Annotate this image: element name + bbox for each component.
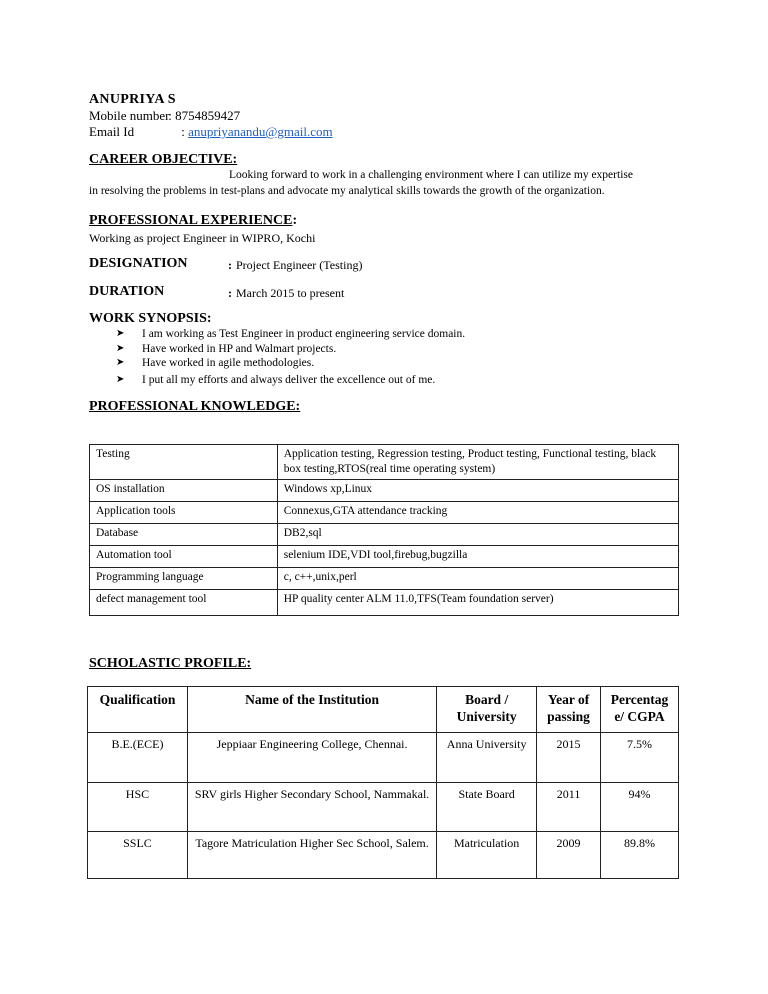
duration-value-line	[228, 286, 344, 301]
qualification-cell: B.E.(ECE)	[88, 733, 188, 783]
list-item: ➤ Have worked in agile methodologies.	[116, 357, 315, 369]
skill-category: Database	[90, 524, 278, 546]
table-row	[88, 832, 679, 879]
skill-category: Testing	[90, 445, 278, 480]
professional-experience-title: PROFESSIONAL EXPERIENCE	[89, 213, 293, 228]
column-header: Qualification	[88, 687, 188, 733]
table-row	[90, 502, 679, 524]
skill-detail: Application testing, Regression testing, Product testing, Functional testing, black box testing,RTOS(real time operating system)	[277, 445, 678, 480]
email-label: Email Id	[89, 124, 135, 139]
career-objective-line1: Looking forward to work in a challenging environment where I can utilize my expertise	[229, 169, 633, 181]
board-cell: Anna University	[437, 733, 537, 783]
work-synopsis-list	[116, 327, 465, 387]
qualification-cell: HSC	[88, 783, 188, 832]
duration-value: March 2015 to present	[236, 286, 345, 300]
qualification-cell: SSLC	[88, 832, 188, 879]
career-objective-line2: in resolving the problems in test-plans and advocate my analytical skills towards the growth of the organization.	[89, 185, 605, 197]
column-header: Year of passing	[537, 687, 601, 733]
skill-category: Programming language	[90, 568, 278, 590]
skill-detail: DB2,sql	[277, 524, 678, 546]
email-link[interactable]: anupriyanandu@gmail.com	[188, 124, 333, 139]
skill-detail: Connexus,GTA attendance tracking	[277, 502, 678, 524]
institution-cell: SRV girls Higher Secondary School, Nammakal.	[187, 783, 436, 832]
skill-category: Application tools	[90, 502, 278, 524]
table-row	[90, 546, 679, 568]
email-separator: :	[181, 124, 185, 139]
year-cell: 2015	[537, 733, 601, 783]
column-header: Name of the Institution	[187, 687, 436, 733]
table-row	[90, 590, 679, 616]
table-header-row	[88, 687, 679, 733]
arrow-bullet-icon: ➤	[116, 373, 125, 385]
board-cell: State Board	[437, 783, 537, 832]
duration-separator: :	[228, 286, 232, 300]
table-row	[90, 524, 679, 546]
arrow-bullet-icon: ➤	[116, 342, 125, 354]
column-header: Percentag e/ CGPA	[601, 687, 679, 733]
list-item: ➤ I put all my efforts and always deliver the excellence out of me.	[116, 373, 436, 386]
year-cell: 2009	[537, 832, 601, 879]
email-line	[89, 124, 333, 140]
skill-detail: Windows xp,Linux	[277, 480, 678, 502]
table-row	[90, 480, 679, 502]
table-row	[90, 568, 679, 590]
professional-experience-heading	[89, 213, 297, 229]
column-header: Board / University	[437, 687, 537, 733]
list-item: ➤ Have worked in HP and Walmart projects.	[116, 342, 337, 355]
professional-experience-colon: :	[292, 213, 298, 228]
skill-category: defect management tool	[90, 590, 278, 616]
designation-value-line	[228, 258, 362, 273]
skills-table	[89, 444, 679, 616]
year-cell: 2011	[537, 783, 601, 832]
skill-detail: c, c++,unix,perl	[277, 568, 678, 590]
skill-detail: selenium IDE,VDI tool,firebug,bugzilla	[277, 546, 678, 568]
arrow-bullet-icon: ➤	[116, 357, 125, 368]
score-cell: 7.5%	[601, 733, 679, 783]
score-cell: 94%	[601, 783, 679, 832]
mobile-value: : 8754859427	[168, 108, 241, 123]
mobile-line	[89, 108, 240, 124]
work-synopsis-heading: WORK SYNOPSIS:	[89, 311, 212, 326]
institution-cell: Jeppiaar Engineering College, Chennai.	[187, 733, 436, 783]
experience-text: Working as project Engineer in WIPRO, Kochi	[89, 231, 316, 245]
career-objective-heading: CAREER OBJECTIVE:	[89, 152, 238, 167]
candidate-name: ANUPRIYA S	[89, 92, 176, 107]
table-row	[88, 733, 679, 783]
table-row	[90, 445, 679, 480]
designation-value: Project Engineer (Testing)	[236, 258, 363, 272]
designation-label: DESIGNATION	[89, 256, 188, 271]
list-item: ➤ I am working as Test Engineer in product engineering service domain.	[116, 328, 466, 340]
arrow-bullet-icon: ➤	[116, 328, 125, 339]
skill-detail: HP quality center ALM 11.0,TFS(Team foundation server)	[277, 590, 678, 616]
scholastic-profile-heading: SCHOLASTIC PROFILE:	[89, 656, 252, 671]
education-table	[87, 686, 679, 879]
designation-separator: :	[228, 258, 232, 272]
skill-category: OS installation	[90, 480, 278, 502]
table-row	[88, 783, 679, 832]
score-cell: 89.8%	[601, 832, 679, 879]
skill-category: Automation tool	[90, 546, 278, 568]
professional-knowledge-heading: PROFESSIONAL KNOWLEDGE:	[89, 399, 301, 414]
duration-label: DURATION	[89, 284, 165, 299]
institution-cell: Tagore Matriculation Higher Sec School, Salem.	[187, 832, 436, 879]
mobile-label: Mobile number	[89, 108, 170, 123]
board-cell: Matriculation	[437, 832, 537, 879]
